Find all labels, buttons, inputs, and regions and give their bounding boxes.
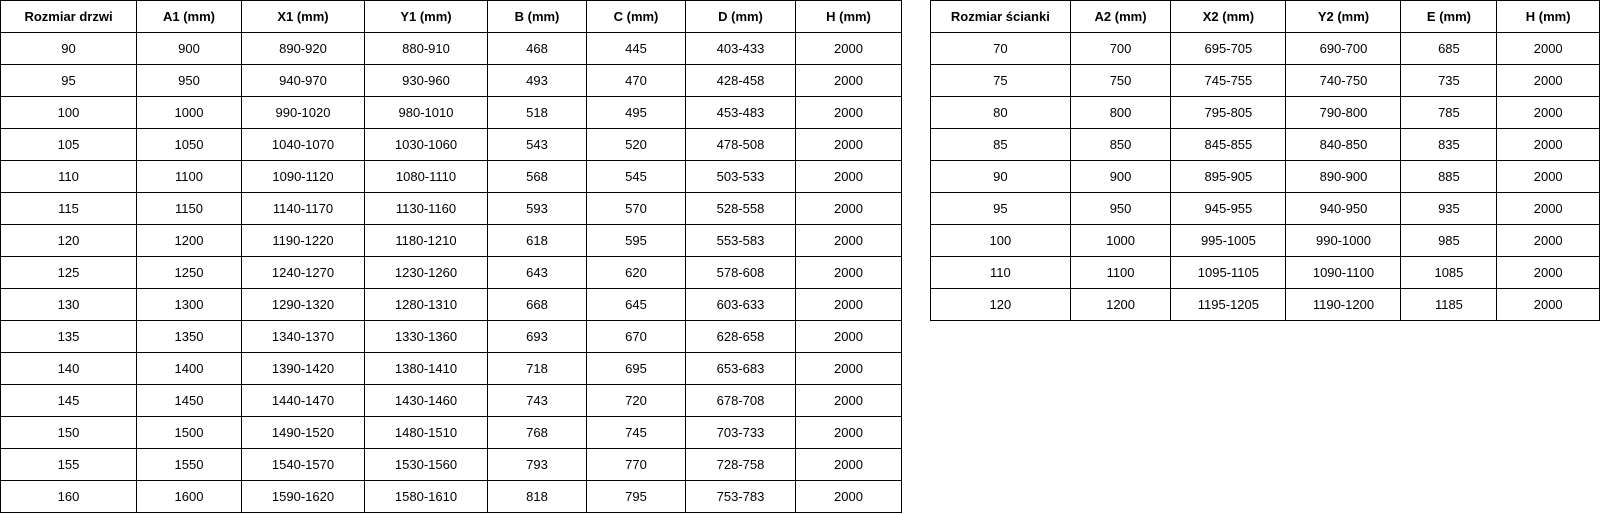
table-cell: 1185 (1401, 289, 1497, 321)
table-cell: 2000 (1497, 97, 1600, 129)
table-cell: 95 (931, 193, 1071, 225)
table-cell: 670 (587, 321, 686, 353)
table-cell: 1580-1610 (365, 481, 488, 513)
table-cell: 1600 (137, 481, 242, 513)
table-row (1, 385, 902, 417)
table-cell: 1350 (137, 321, 242, 353)
table-cell: 1340-1370 (242, 321, 365, 353)
table-row (931, 129, 1600, 161)
table-cell: 890-900 (1286, 161, 1401, 193)
table-cell: 930-960 (365, 65, 488, 97)
table-row (1, 321, 902, 353)
table-cell: 880-910 (365, 33, 488, 65)
table-cell: 145 (1, 385, 137, 417)
table-cell: 935 (1401, 193, 1497, 225)
table-cell: 700 (1070, 33, 1171, 65)
table-cell: 628-658 (686, 321, 796, 353)
table-cell: 150 (1, 417, 137, 449)
table-cell: 495 (587, 97, 686, 129)
table-cell: 643 (488, 257, 587, 289)
walls-column-header: Y2 (mm) (1286, 1, 1401, 33)
table-cell: 795-805 (1171, 97, 1286, 129)
table-cell: 100 (931, 225, 1071, 257)
table-cell: 1000 (1070, 225, 1171, 257)
table-cell: 895-905 (1171, 161, 1286, 193)
table-header-row (931, 1, 1600, 33)
table-cell: 428-458 (686, 65, 796, 97)
table-cell: 620 (587, 257, 686, 289)
table-cell: 1200 (137, 225, 242, 257)
table-cell: 793 (488, 449, 587, 481)
table-cell: 1085 (1401, 257, 1497, 289)
table-row (1, 161, 902, 193)
table-row (1, 257, 902, 289)
table-cell: 2000 (796, 321, 902, 353)
table-cell: 130 (1, 289, 137, 321)
table-cell: 950 (1070, 193, 1171, 225)
table-cell: 800 (1070, 97, 1171, 129)
table-cell: 2000 (796, 257, 902, 289)
table-row (931, 193, 1600, 225)
table-cell: 850 (1070, 129, 1171, 161)
table-cell: 720 (587, 385, 686, 417)
walls-column-header: Rozmiar ścianki (931, 1, 1071, 33)
table-cell: 1150 (137, 193, 242, 225)
table-cell: 1540-1570 (242, 449, 365, 481)
table-cell: 845-855 (1171, 129, 1286, 161)
table-cell: 503-533 (686, 161, 796, 193)
table-cell: 695 (587, 353, 686, 385)
table-cell: 900 (1070, 161, 1171, 193)
walls-dimensions-table-container (930, 0, 1600, 321)
table-cell: 1040-1070 (242, 129, 365, 161)
table-cell: 900 (137, 33, 242, 65)
table-cell: 528-558 (686, 193, 796, 225)
table-cell: 120 (1, 225, 137, 257)
table-cell: 1440-1470 (242, 385, 365, 417)
table-cell: 2000 (796, 385, 902, 417)
table-row (1, 129, 902, 161)
table-cell: 520 (587, 129, 686, 161)
table-cell: 785 (1401, 97, 1497, 129)
table-cell: 1290-1320 (242, 289, 365, 321)
table-cell: 553-583 (686, 225, 796, 257)
table-cell: 90 (931, 161, 1071, 193)
table-cell: 1090-1100 (1286, 257, 1401, 289)
table-cell: 2000 (796, 129, 902, 161)
table-cell: 160 (1, 481, 137, 513)
table-cell: 543 (488, 129, 587, 161)
table-cell: 1180-1210 (365, 225, 488, 257)
table-cell: 1130-1160 (365, 193, 488, 225)
table-cell: 135 (1, 321, 137, 353)
table-cell: 115 (1, 193, 137, 225)
table-cell: 1095-1105 (1171, 257, 1286, 289)
table-row (931, 161, 1600, 193)
table-cell: 1200 (1070, 289, 1171, 321)
table-cell: 2000 (1497, 225, 1600, 257)
table-row (931, 257, 1600, 289)
table-cell: 155 (1, 449, 137, 481)
table-cell: 453-483 (686, 97, 796, 129)
table-cell: 1100 (1070, 257, 1171, 289)
table-row (931, 65, 1600, 97)
table-cell: 750 (1070, 65, 1171, 97)
table-cell: 2000 (1497, 129, 1600, 161)
table-cell: 840-850 (1286, 129, 1401, 161)
table-cell: 603-633 (686, 289, 796, 321)
table-cell: 1300 (137, 289, 242, 321)
table-row (1, 193, 902, 225)
table-cell: 945-955 (1171, 193, 1286, 225)
table-row (931, 33, 1600, 65)
table-cell: 980-1010 (365, 97, 488, 129)
walls-column-header: A2 (mm) (1070, 1, 1171, 33)
doors-table-header (1, 1, 902, 33)
table-cell: 835 (1401, 129, 1497, 161)
table-cell: 100 (1, 97, 137, 129)
doors-column-header: Rozmiar drzwi (1, 1, 137, 33)
table-cell: 685 (1401, 33, 1497, 65)
table-cell: 728-758 (686, 449, 796, 481)
table-cell: 2000 (796, 33, 902, 65)
table-cell: 1430-1460 (365, 385, 488, 417)
walls-dimensions-table (930, 0, 1600, 321)
table-cell: 2000 (1497, 193, 1600, 225)
table-cell: 1280-1310 (365, 289, 488, 321)
table-cell: 985 (1401, 225, 1497, 257)
table-cell: 1550 (137, 449, 242, 481)
table-cell: 2000 (1497, 65, 1600, 97)
table-cell: 745 (587, 417, 686, 449)
table-cell: 1195-1205 (1171, 289, 1286, 321)
table-cell: 690-700 (1286, 33, 1401, 65)
table-cell: 593 (488, 193, 587, 225)
table-cell: 1030-1060 (365, 129, 488, 161)
table-cell: 1530-1560 (365, 449, 488, 481)
table-cell: 120 (931, 289, 1071, 321)
table-row (1, 97, 902, 129)
table-cell: 80 (931, 97, 1071, 129)
doors-column-header: H (mm) (796, 1, 902, 33)
table-row (931, 289, 1600, 321)
table-cell: 668 (488, 289, 587, 321)
table-row (1, 353, 902, 385)
table-cell: 95 (1, 65, 137, 97)
table-cell: 85 (931, 129, 1071, 161)
table-cell: 1330-1360 (365, 321, 488, 353)
table-cell: 1400 (137, 353, 242, 385)
table-cell: 645 (587, 289, 686, 321)
table-cell: 2000 (796, 481, 902, 513)
table-cell: 950 (137, 65, 242, 97)
table-cell: 2000 (796, 449, 902, 481)
table-cell: 990-1020 (242, 97, 365, 129)
table-cell: 1500 (137, 417, 242, 449)
walls-column-header: H (mm) (1497, 1, 1600, 33)
doors-table-body (1, 33, 902, 513)
table-cell: 493 (488, 65, 587, 97)
table-cell: 795 (587, 481, 686, 513)
table-cell: 753-783 (686, 481, 796, 513)
table-cell: 445 (587, 33, 686, 65)
table-cell: 2000 (1497, 289, 1600, 321)
table-cell: 768 (488, 417, 587, 449)
table-cell: 2000 (796, 353, 902, 385)
table-cell: 470 (587, 65, 686, 97)
table-cell: 770 (587, 449, 686, 481)
table-cell: 578-608 (686, 257, 796, 289)
table-row (931, 225, 1600, 257)
table-row (1, 33, 902, 65)
table-cell: 1190-1220 (242, 225, 365, 257)
table-cell: 478-508 (686, 129, 796, 161)
table-cell: 545 (587, 161, 686, 193)
table-cell: 990-1000 (1286, 225, 1401, 257)
table-cell: 678-708 (686, 385, 796, 417)
table-cell: 1230-1260 (365, 257, 488, 289)
table-cell: 740-750 (1286, 65, 1401, 97)
table-row (1, 417, 902, 449)
table-cell: 743 (488, 385, 587, 417)
table-cell: 2000 (1497, 161, 1600, 193)
table-cell: 70 (931, 33, 1071, 65)
table-cell: 890-920 (242, 33, 365, 65)
table-cell: 1050 (137, 129, 242, 161)
table-cell: 2000 (1497, 33, 1600, 65)
table-cell: 653-683 (686, 353, 796, 385)
table-cell: 745-755 (1171, 65, 1286, 97)
table-cell: 568 (488, 161, 587, 193)
table-cell: 1240-1270 (242, 257, 365, 289)
table-row (1, 65, 902, 97)
walls-column-header: X2 (mm) (1171, 1, 1286, 33)
table-cell: 790-800 (1286, 97, 1401, 129)
table-cell: 2000 (796, 97, 902, 129)
table-cell: 1480-1510 (365, 417, 488, 449)
doors-column-header: B (mm) (488, 1, 587, 33)
table-cell: 735 (1401, 65, 1497, 97)
doors-column-header: C (mm) (587, 1, 686, 33)
table-row (1, 225, 902, 257)
table-cell: 468 (488, 33, 587, 65)
table-row (1, 289, 902, 321)
table-cell: 2000 (796, 289, 902, 321)
table-cell: 703-733 (686, 417, 796, 449)
table-cell: 595 (587, 225, 686, 257)
doors-column-header: D (mm) (686, 1, 796, 33)
table-cell: 2000 (796, 161, 902, 193)
table-cell: 995-1005 (1171, 225, 1286, 257)
table-cell: 140 (1, 353, 137, 385)
table-cell: 125 (1, 257, 137, 289)
table-cell: 1490-1520 (242, 417, 365, 449)
table-cell: 1190-1200 (1286, 289, 1401, 321)
table-cell: 885 (1401, 161, 1497, 193)
table-cell: 693 (488, 321, 587, 353)
table-cell: 1080-1110 (365, 161, 488, 193)
table-cell: 110 (1, 161, 137, 193)
table-cell: 1140-1170 (242, 193, 365, 225)
table-cell: 940-970 (242, 65, 365, 97)
table-cell: 2000 (796, 225, 902, 257)
walls-table-body (931, 33, 1600, 321)
table-cell: 110 (931, 257, 1071, 289)
walls-column-header: E (mm) (1401, 1, 1497, 33)
table-cell: 2000 (796, 417, 902, 449)
table-cell: 695-705 (1171, 33, 1286, 65)
table-cell: 75 (931, 65, 1071, 97)
doors-column-header: A1 (mm) (137, 1, 242, 33)
table-cell: 105 (1, 129, 137, 161)
table-cell: 1100 (137, 161, 242, 193)
table-cell: 2000 (1497, 257, 1600, 289)
table-cell: 570 (587, 193, 686, 225)
table-cell: 1250 (137, 257, 242, 289)
walls-table-header (931, 1, 1600, 33)
table-row (1, 481, 902, 513)
table-cell: 1380-1410 (365, 353, 488, 385)
doors-column-header: X1 (mm) (242, 1, 365, 33)
table-cell: 1590-1620 (242, 481, 365, 513)
table-cell: 2000 (796, 193, 902, 225)
table-cell: 1090-1120 (242, 161, 365, 193)
table-cell: 618 (488, 225, 587, 257)
table-row (1, 449, 902, 481)
table-cell: 90 (1, 33, 137, 65)
table-cell: 2000 (796, 65, 902, 97)
doors-column-header: Y1 (mm) (365, 1, 488, 33)
table-cell: 518 (488, 97, 587, 129)
table-cell: 718 (488, 353, 587, 385)
table-cell: 818 (488, 481, 587, 513)
table-row (931, 97, 1600, 129)
table-cell: 1450 (137, 385, 242, 417)
table-cell: 940-950 (1286, 193, 1401, 225)
table-cell: 1390-1420 (242, 353, 365, 385)
table-header-row (1, 1, 902, 33)
table-cell: 1000 (137, 97, 242, 129)
table-cell: 403-433 (686, 33, 796, 65)
